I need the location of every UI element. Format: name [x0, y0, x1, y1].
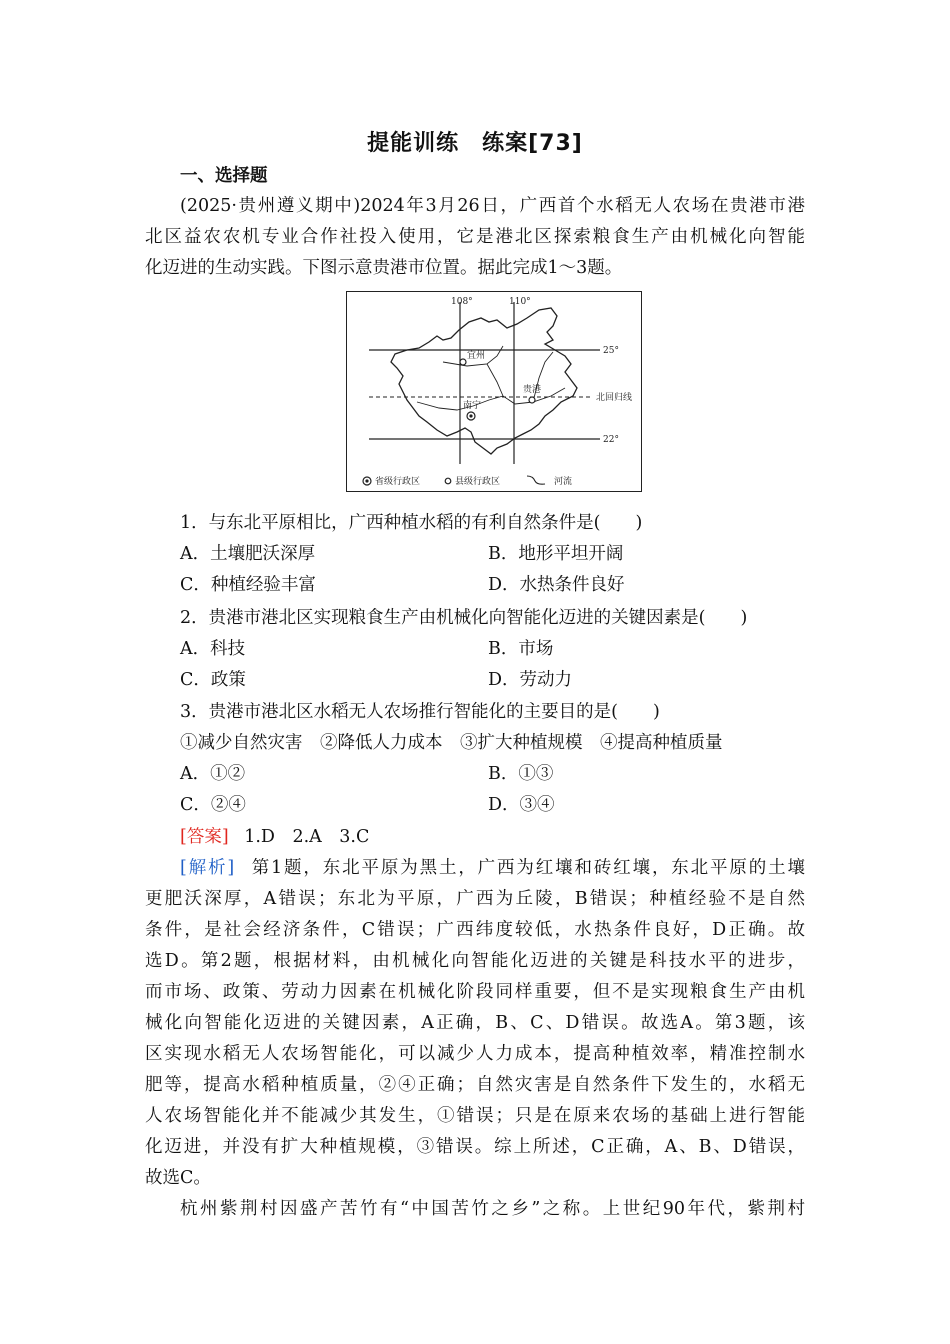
lat-22-label: 22°: [603, 435, 619, 445]
answer-tag: [答案]: [180, 827, 229, 847]
location-map: [346, 291, 642, 492]
yizhou-marker: [460, 359, 466, 365]
section-heading: 一、选择题: [180, 166, 268, 186]
intro-line-1: (2025·贵州遵义期中)2024年3月26日，广西首个水稻无人农场在贵港市港: [180, 196, 805, 216]
q3-option-a: A．①②: [180, 764, 246, 784]
question-1-stem: 1．与东北平原相比，广西种植水稻的有利自然条件是( ): [180, 513, 643, 533]
next-passage-line: 杭州紫荆村因盛产苦竹有“中国苦竹之乡”之称。上世纪90年代，紫荆村: [180, 1199, 805, 1219]
question-3-items: ①减少自然灾害 ②降低人力成本 ③扩大种植规模 ④提高种植质量: [180, 733, 723, 753]
legend-province-label: 省级行政区: [375, 477, 421, 487]
guigang-marker: [529, 397, 535, 403]
lon-110-label: 110°: [509, 297, 531, 307]
analysis-line-6: 械化向智能化迈进的关键因素，A正确，B、C、D错误。故选A。第3题，该: [145, 1013, 805, 1033]
yizhou-label: 宜州: [467, 351, 486, 361]
intro-line-3: 化迈进的生动实践。下图示意贵港市位置。据此完成1～3题。: [145, 258, 623, 278]
analysis-line-2: 更肥沃深厚，A错误；东北为平原，广西为丘陵，B错误；种植经验不是自然: [145, 889, 805, 909]
analysis-line-11: 故选C。: [145, 1168, 211, 1188]
river-2: [487, 364, 565, 404]
guangxi-outline: [391, 308, 577, 454]
analysis-first-text: 第1题，东北平原为黑土，广西为红壤和砖红壤，东北平原的土壤: [251, 858, 805, 878]
lat-25-label: 25°: [603, 346, 619, 356]
legend-county-icon: [445, 478, 451, 484]
analysis-line-7: 区实现水稻无人农场智能化，可以减少人力成本，提高种植效率，精准控制水: [145, 1044, 805, 1064]
answer-text: 1.D 2.A 3.C: [244, 827, 370, 847]
q1-option-d: D．水热条件良好: [488, 575, 625, 595]
lon-108-label: 108°: [451, 297, 473, 307]
analysis-tag: [解析]: [180, 858, 235, 878]
page-title: 提能训练 练案[73]: [367, 131, 583, 156]
q2-option-c: C．政策: [180, 670, 246, 690]
question-2-stem: 2．贵港市港北区实现粮食生产由机械化向智能化迈进的关键因素是( ): [180, 608, 748, 628]
guigang-label: 贵港: [523, 385, 542, 395]
nanning-label: 南宁: [463, 401, 482, 411]
q2-option-b: B．市场: [488, 639, 554, 659]
nanning-marker-dot: [469, 414, 472, 417]
q3-option-d: D．③④: [488, 795, 555, 815]
analysis-line-1: [180, 853, 805, 885]
q1-option-b: B．地形平坦开阔: [488, 544, 624, 564]
answer-line: [180, 822, 805, 854]
analysis-line-10: 化迈进，并没有扩大种植规模，③错误。综上所述，C正确，A、B、D错误，: [145, 1137, 805, 1157]
q1-option-c: C．种植经验丰富: [180, 575, 316, 595]
q3-option-c: C．②④: [180, 795, 246, 815]
analysis-line-4: 选D。第2题，根据材料，由机械化向智能化迈进的关键是科技水平的进步，: [145, 951, 805, 971]
analysis-line-9: 人农场智能化并不能减少其发生，①错误；只是在原来农场的基础上进行智能: [145, 1106, 805, 1126]
intro-line-2: 北区益农农机专业合作社投入使用，它是港北区探索粮食生产由机械化向智能: [145, 227, 805, 247]
analysis-line-8: 肥等，提高水稻种植质量，②④正确；自然灾害是自然条件下发生的，水稻无: [145, 1075, 805, 1095]
legend-river-icon: [527, 476, 545, 484]
legend-river-label: 河流: [554, 477, 573, 487]
q1-option-a: A．土壤肥沃深厚: [180, 544, 316, 564]
analysis-line-5: 而市场、政策、劳动力因素在机械化阶段同样重要，但不是实现粮食生产由机: [145, 982, 805, 1002]
analysis-line-3: 条件，是社会经济条件，C错误；广西纬度较低，水热条件良好，D正确。故: [145, 920, 805, 940]
legend-county-label: 县级行政区: [455, 477, 501, 487]
q2-option-d: D．劳动力: [488, 670, 573, 690]
q2-option-a: A．科技: [180, 639, 246, 659]
tropic-label: 北回归线: [596, 393, 633, 403]
q3-option-b: B．①③: [488, 764, 554, 784]
question-3-stem: 3．贵港市港北区水稻无人农场推行智能化的主要目的是( ): [180, 702, 660, 722]
